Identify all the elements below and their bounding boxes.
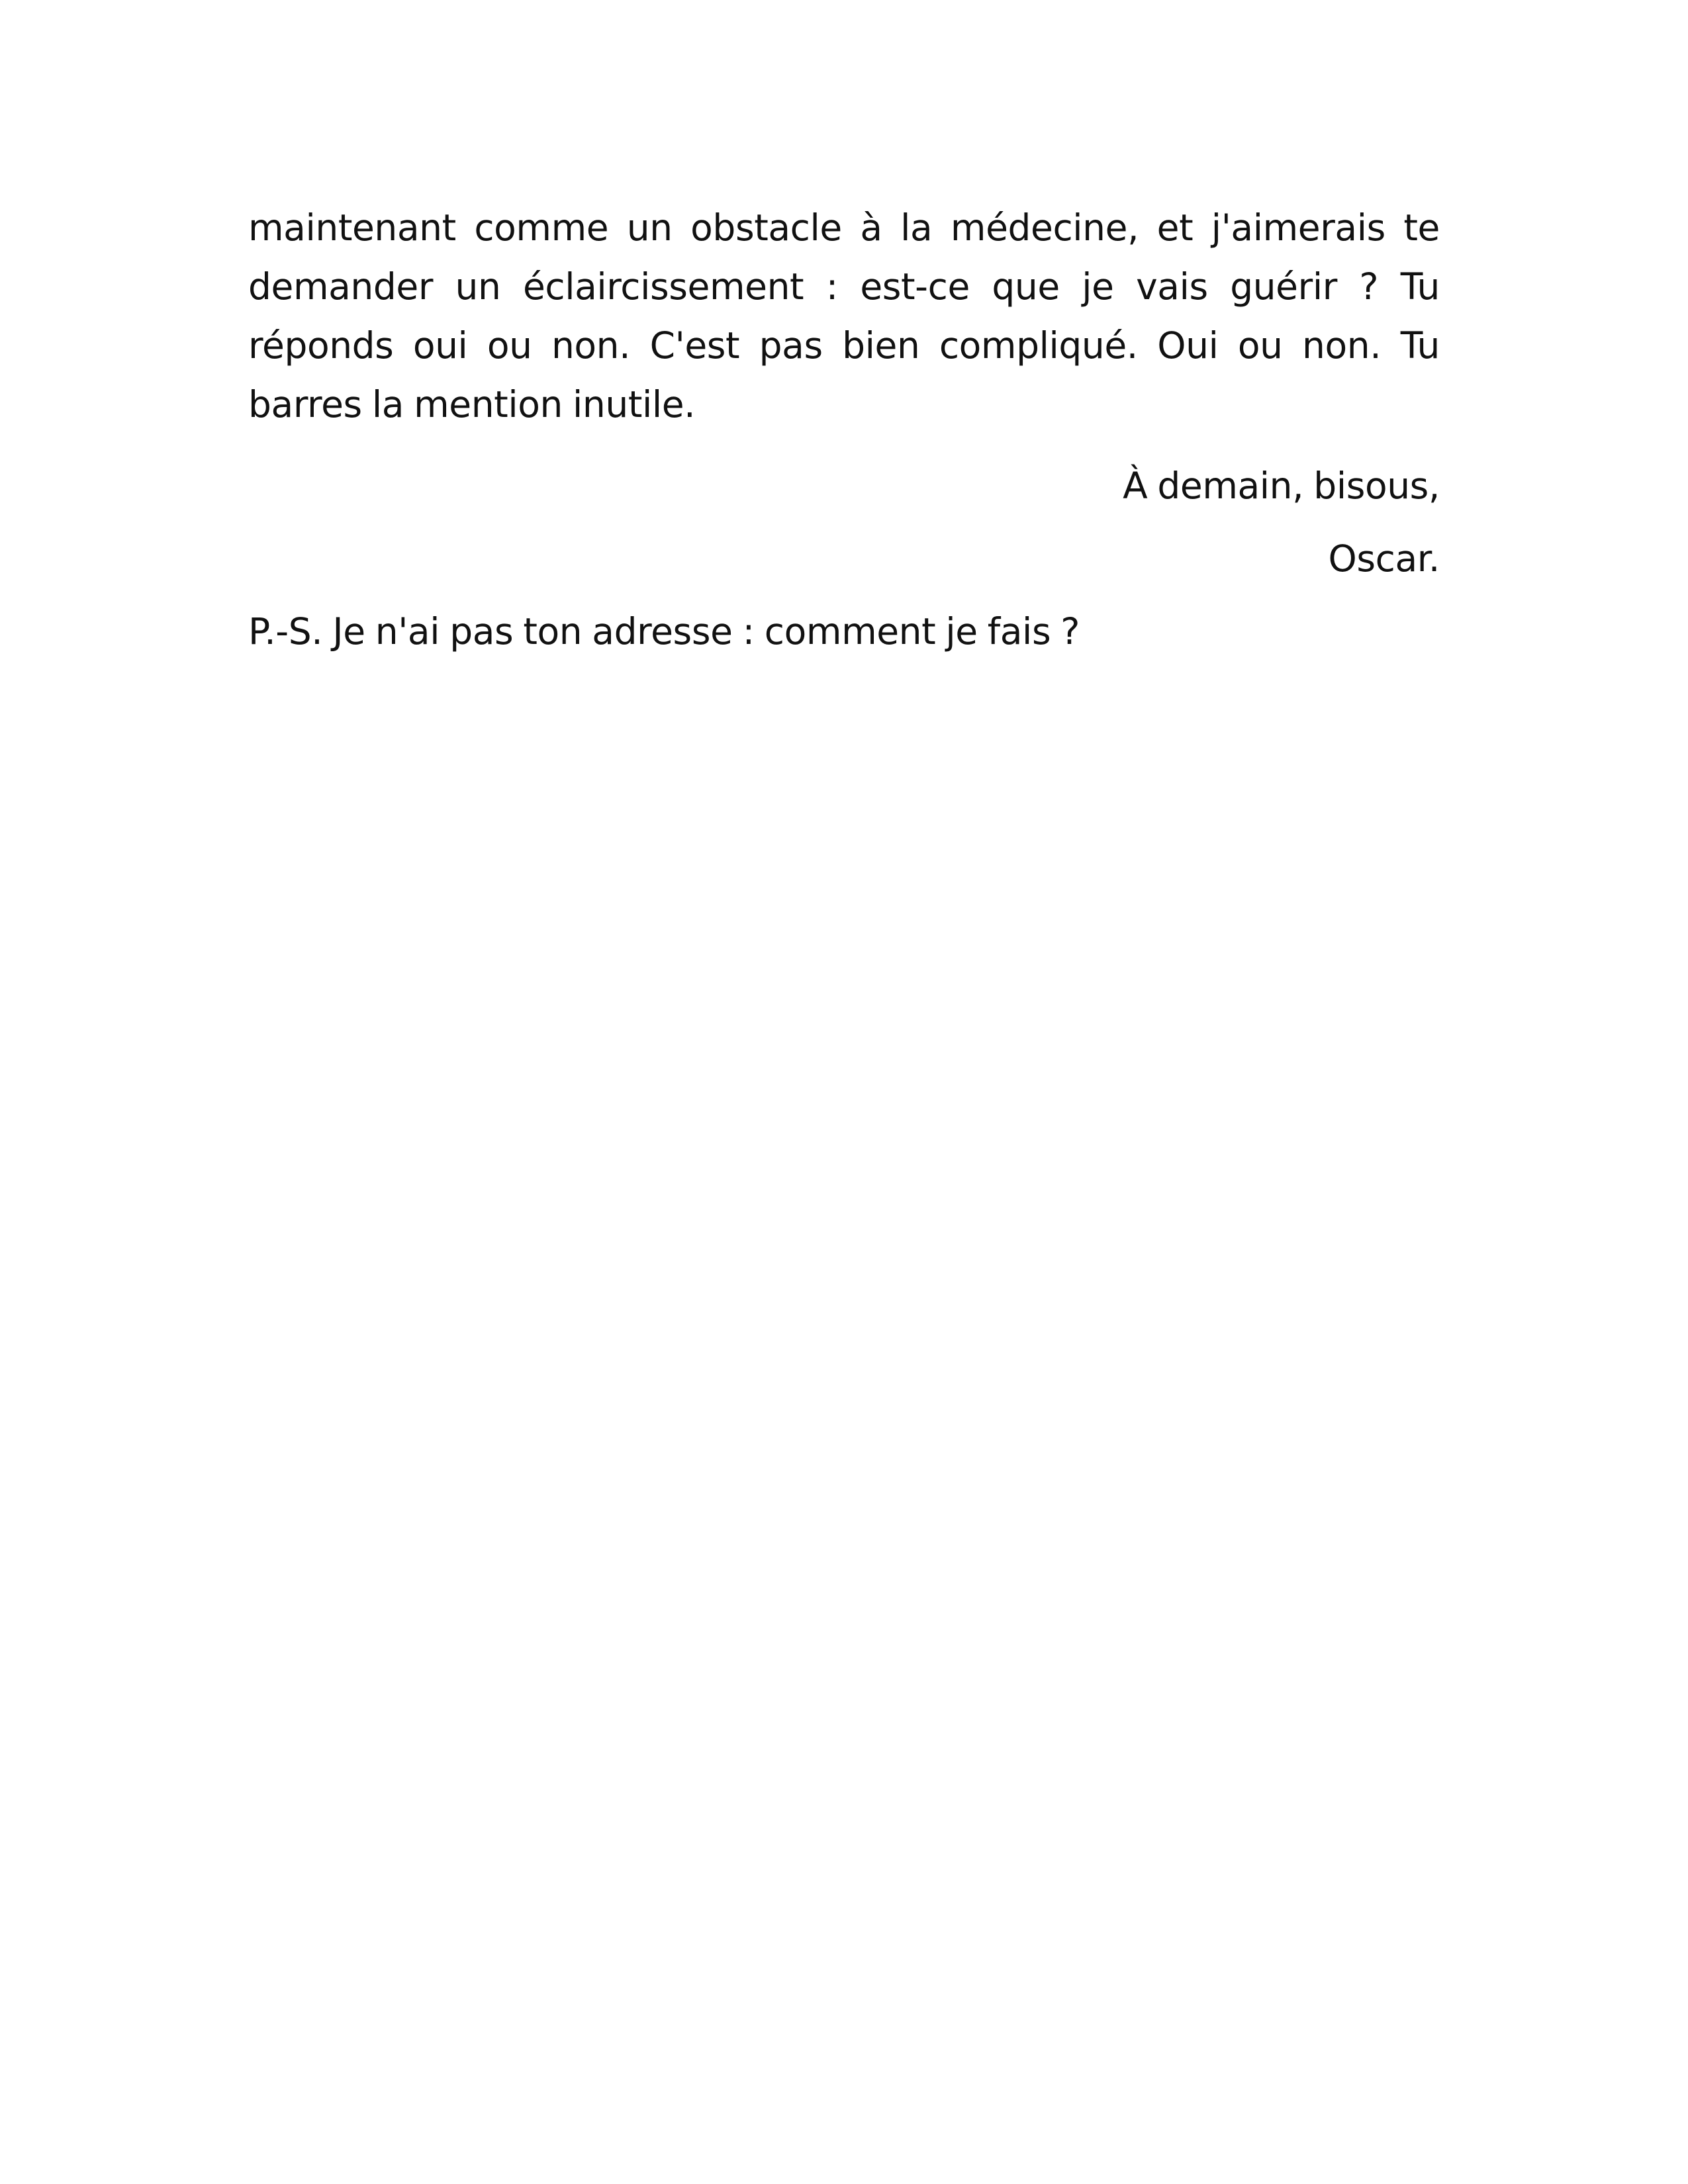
letter-closing: À demain, bisous, (1123, 465, 1440, 507)
letter-signature: Oscar. (1328, 537, 1440, 580)
letter-postscript: P.-S. Je n'ai pas ton adresse : comment je fais ? (248, 610, 1080, 653)
letter-body-paragraph: maintenant comme un obstacle à la médecine, et j'aimerais te demander un éclaircissement : est-ce que je vais guérir ? Tu réponds oui ou non. C'est pas bien compliqué. Oui ou non. Tu barres la mention inutile. (248, 206, 1440, 426)
